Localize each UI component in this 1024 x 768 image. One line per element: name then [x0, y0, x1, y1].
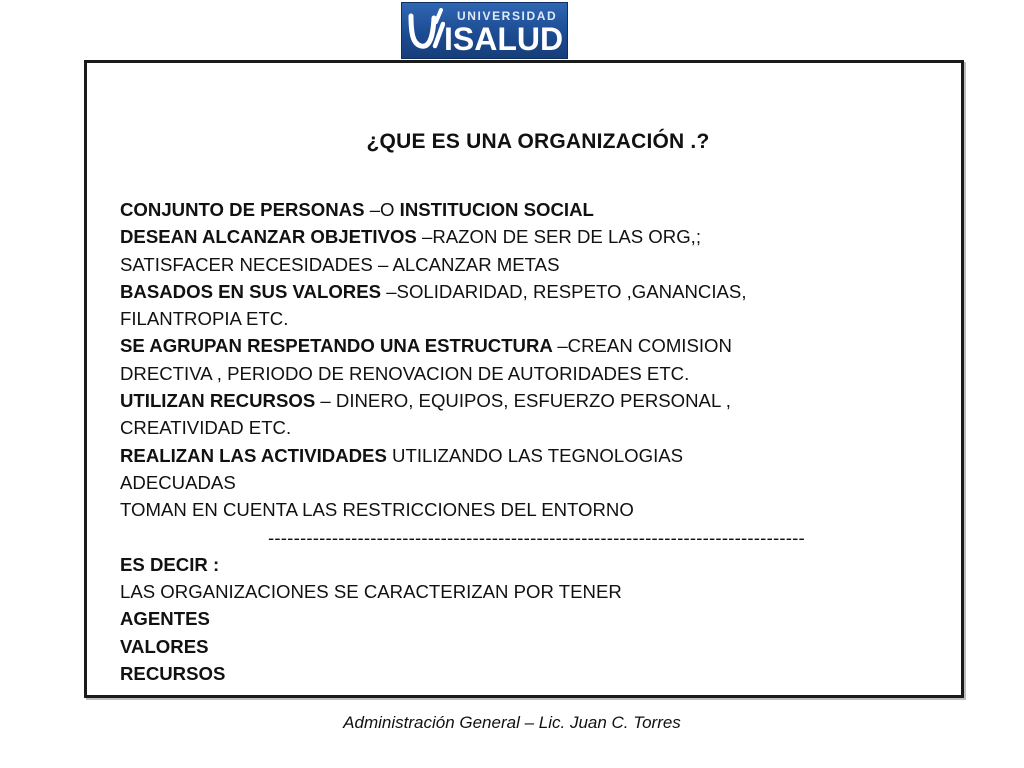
line-normal: ADECUADAS	[120, 471, 236, 493]
line-normal: DRECTIVA , PERIODO DE RENOVACION DE AUTORIDADES ETC.	[120, 362, 690, 384]
line-bold: CONJUNTO DE PERSONAS	[120, 199, 370, 220]
separator-line: ------------------------------------------------------------------------------------	[268, 526, 805, 548]
line-normal: –SOLIDARIDAD, RESPETO ,GANANCIAS,	[386, 280, 747, 302]
characteristic-label: RECURSOS	[120, 663, 226, 685]
line-normal: TOMAN EN CUENTA LAS RESTRICCIONES DEL ENTORNO	[120, 499, 634, 521]
definition-line	[120, 251, 950, 278]
characteristic-label: VALORES	[120, 635, 209, 657]
line-normal: SATISFACER NECESIDADES – ALCANZAR METAS	[120, 253, 560, 275]
conclusion-heading-text: ES DECIR :	[120, 553, 220, 575]
line-normal: CREATIVIDAD ETC.	[120, 417, 292, 439]
characteristic-item	[120, 633, 950, 660]
line-normal: –RAZON DE SER DE LAS ORG,;	[422, 226, 701, 248]
logo-main-text: ISALUD	[444, 21, 564, 57]
logo-u-mark-icon	[405, 4, 445, 57]
definition-line	[120, 496, 950, 523]
logo-top-text: UNIVERSIDAD	[457, 9, 558, 23]
line-bold: UTILIZAN RECURSOS	[120, 390, 321, 412]
characteristic-item	[120, 660, 950, 687]
definition-line	[120, 332, 950, 359]
conclusion-heading	[120, 551, 950, 578]
line-bold: REALIZAN LAS ACTIVIDADES	[120, 444, 393, 466]
line-normal: UTILIZANDO LAS TEGNOLOGIAS	[392, 444, 684, 466]
slide-title: ¿QUE ES UNA ORGANIZACIÓN .?	[366, 130, 710, 153]
line-normal: –O	[369, 199, 400, 220]
line-normal: FILANTROPIA ETC.	[120, 308, 289, 330]
definition-line	[120, 387, 950, 414]
line-bold: BASADOS EN SUS VALORES	[120, 280, 387, 302]
footer-text: Administración General – Lic. Juan C. Torres	[343, 713, 681, 732]
definition-line	[120, 278, 950, 305]
line-bold: SE AGRUPAN RESPETANDO UNA ESTRUCTURA	[120, 335, 558, 357]
line-bold: INSTITUCION SOCIAL	[399, 199, 594, 220]
definition-line	[120, 442, 950, 469]
characteristic-item	[120, 605, 950, 632]
definition-line	[120, 305, 950, 332]
definition-line	[120, 196, 950, 223]
line-normal: –CREAN COMISION	[557, 335, 732, 357]
content-box	[84, 60, 964, 698]
body-text	[120, 196, 950, 687]
line-normal: – DINERO, EQUIPOS, ESFUERZO PERSONAL ,	[320, 390, 731, 412]
definition-line	[120, 469, 950, 496]
conclusion-text: LAS ORGANIZACIONES SE CARACTERIZAN POR TENER	[120, 581, 622, 603]
definition-line	[120, 360, 950, 387]
definition-line	[120, 414, 950, 441]
definition-line	[120, 223, 950, 250]
university-logo	[401, 2, 568, 59]
line-bold: DESEAN ALCANZAR OBJETIVOS	[120, 226, 423, 248]
characteristic-label: AGENTES	[120, 608, 210, 630]
